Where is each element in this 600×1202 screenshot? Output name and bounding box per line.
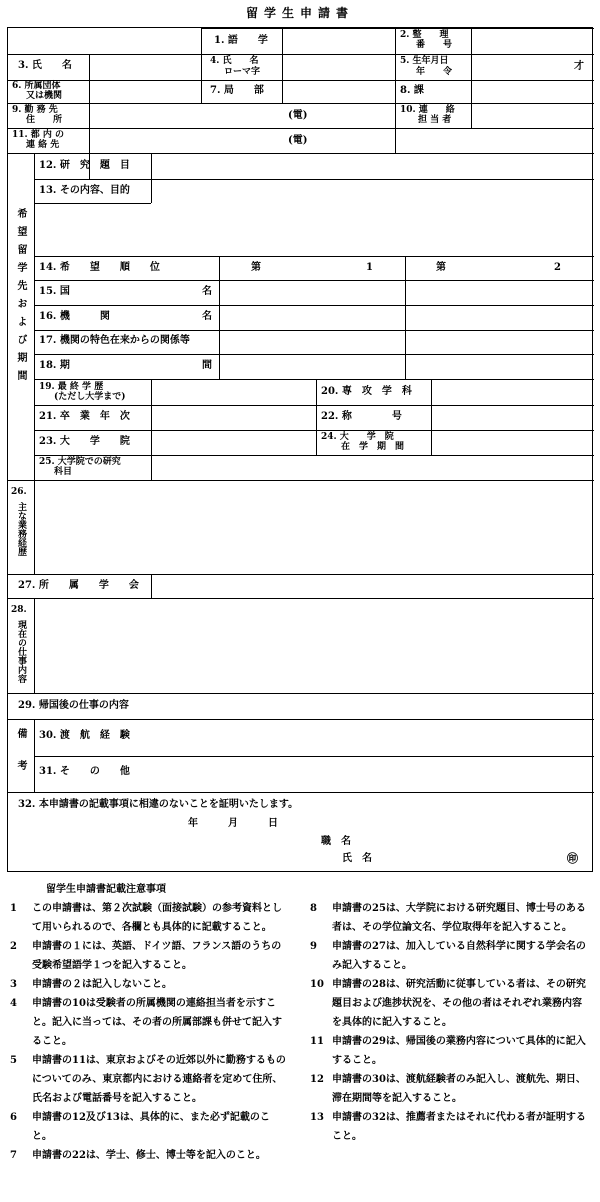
field-30-label: 30. 渡 航 経 験 [39, 730, 130, 741]
note-item: 11 申請書の29は、帰国後の業務内容について具体的に記入すること。 [310, 1036, 586, 1066]
remarks-label: 備考 [15, 728, 26, 792]
field-21-label: 21. 卒 業 年 次 [39, 411, 130, 422]
note-item: 10 申請書の28は、研究活動に従事している者は、その研究題目および進捗状況を、その他の者はそれぞれ業務内容を具体的に記入すること。 [310, 979, 586, 1028]
note-item: 7 申請書の22は、学士、修士、博士等を記入のこと。 [10, 1150, 266, 1161]
field-4-label: 4. 氏 名 [210, 56, 259, 66]
age-unit: 才 [574, 61, 584, 72]
field-11-tel: (電) [288, 135, 308, 146]
field-9-label-b: 住 所 [26, 115, 63, 125]
field-28-label: 現在の仕事内容 [16, 620, 26, 683]
field-16-label-b: 名 [202, 311, 212, 322]
field-5-label-b: 年 令 [416, 67, 453, 77]
field-5-label: 5. 生年月日 [400, 56, 449, 66]
priority-1-number: 1 [366, 262, 373, 273]
priority-2-number: 2 [554, 262, 561, 273]
field-19-label-b: (ただし大学まで) [54, 392, 126, 402]
note-item: 3 申請書の２は記入しないこと。 [10, 979, 172, 990]
field-28-number: 28. [11, 605, 27, 615]
field-1-label: 1. 語 学 [214, 35, 268, 46]
priority-1-prefix: 第 [251, 262, 261, 273]
form-title: 留学生申請書 [245, 6, 354, 20]
field-31-label: 31. そ の 他 [39, 766, 130, 777]
field-18-label: 18. 期 [39, 360, 70, 371]
note-item: 9 申請書の27は、加入している自然科学に関する学会名のみ記入すること。 [310, 941, 586, 971]
note-item: 12 申請書の30は、渡航経験者のみ記入し、渡航先、期日、滞在期間等を記入すること。 [310, 1074, 586, 1104]
signer-name-label: 氏 名 [342, 853, 372, 864]
priority-2-prefix: 第 [436, 262, 446, 273]
field-14-label: 14. 希 望 順 位 [39, 262, 160, 273]
field-12-label: 12. 研 究 題 目 [39, 160, 130, 171]
notes-column-right [306, 899, 586, 1146]
field-19-label: 19. 最 終 学 歴 [39, 382, 104, 392]
note-item: 4 申請書の10は受験者の所属機関の連絡担当者を示すこと。記入に当っては、その者の所属部課も併せて記入すること。 [10, 998, 282, 1047]
field-25-label-b: 科目 [54, 467, 73, 477]
field-18-label-b: 間 [202, 360, 212, 371]
field-13-label: 13. その内容、目的 [39, 185, 130, 196]
position-label: 職 名 [321, 836, 351, 847]
field-4-label-b: ローマ字 [224, 67, 261, 77]
note-item: 13 申請書の32は、推薦者またはそれに代わる者が証明すること。 [310, 1112, 586, 1142]
field-10-label-b: 担 当 者 [418, 115, 452, 125]
certification-date: 年 月 日 [188, 818, 278, 829]
field-26-number: 26. [11, 487, 27, 497]
note-item: 8 申請書の25は、大学院における研究題目、博士号のある者は、その学位論文名、学位取得年を記入すること。 [310, 903, 586, 933]
note-item: 5 申請書の11は、東京およびその近郊以外に勤務するものについてのみ、東京都内における連絡者を定めて住所、氏名および電話番号を記入すること。 [10, 1055, 286, 1104]
field-32-statement: 32. 本申請書の記載事項に相違のないことを証明いたします。 [18, 799, 299, 810]
field-26-label: 主な業務経歴 [16, 502, 26, 556]
field-23-label: 23. 大 学 院 [39, 436, 130, 447]
field-22-label: 22. 称 号 [321, 411, 402, 422]
field-8-label: 8. 課 [400, 85, 424, 96]
field-20-label: 20. 専 攻 学 科 [321, 386, 412, 397]
section-study-abroad-label: 希望留学先および期間 [15, 208, 26, 388]
field-24-label-b: 在 学 期 間 [341, 442, 405, 452]
field-2-label: 2. 整 理 [400, 30, 449, 40]
field-17-label: 17. 機関の特色在来からの関係等 [39, 335, 190, 346]
field-29-label: 29. 帰国後の仕事の内容 [18, 700, 129, 711]
field-15-label-b: 名 [202, 286, 212, 297]
field-9-tel: (電) [288, 110, 308, 121]
field-3-label: 3. 氏 名 [18, 60, 72, 71]
note-item: 2 申請書の１には、英語、ドイツ語、フランス語のうちの受験希望語学１つを記入すること。 [10, 941, 282, 971]
field-25-label: 25. 大学院での研究 [39, 457, 121, 467]
note-item: 1 この申請書は、第２次試験（面接試験）の参考資料として用いられるので、各欄とも具体的に記載すること。 [10, 903, 282, 933]
field-9-label: 9. 勤 務 先 [12, 105, 58, 115]
application-form [7, 27, 593, 872]
field-10-label: 10. 連 絡 [400, 105, 455, 115]
field-15-label: 15. 国 [39, 286, 70, 297]
field-6-label-b: 又は機関 [26, 91, 63, 101]
field-16-label: 16. 機 関 [39, 311, 110, 322]
field-11-label-b: 連 絡 先 [26, 140, 60, 150]
field-6-label: 6. 所属団体 [12, 81, 61, 91]
notes-title: 留学生申請書記載注意事項 [46, 884, 166, 895]
field-27-label: 27. 所 属 学 会 [18, 580, 139, 591]
note-item: 6 申請書の12及び13は、具体的に、また必ず記載のこと。 [10, 1112, 270, 1142]
notes-column-left [6, 899, 286, 1165]
seal-mark: ㊞ [567, 852, 578, 865]
field-2-label-b: 番 号 [416, 40, 453, 50]
field-7-label: 7. 局 部 [210, 85, 264, 96]
field-24-label: 24. 大 学 院 [321, 432, 394, 442]
field-11-label: 11. 都 内 の [12, 130, 65, 140]
